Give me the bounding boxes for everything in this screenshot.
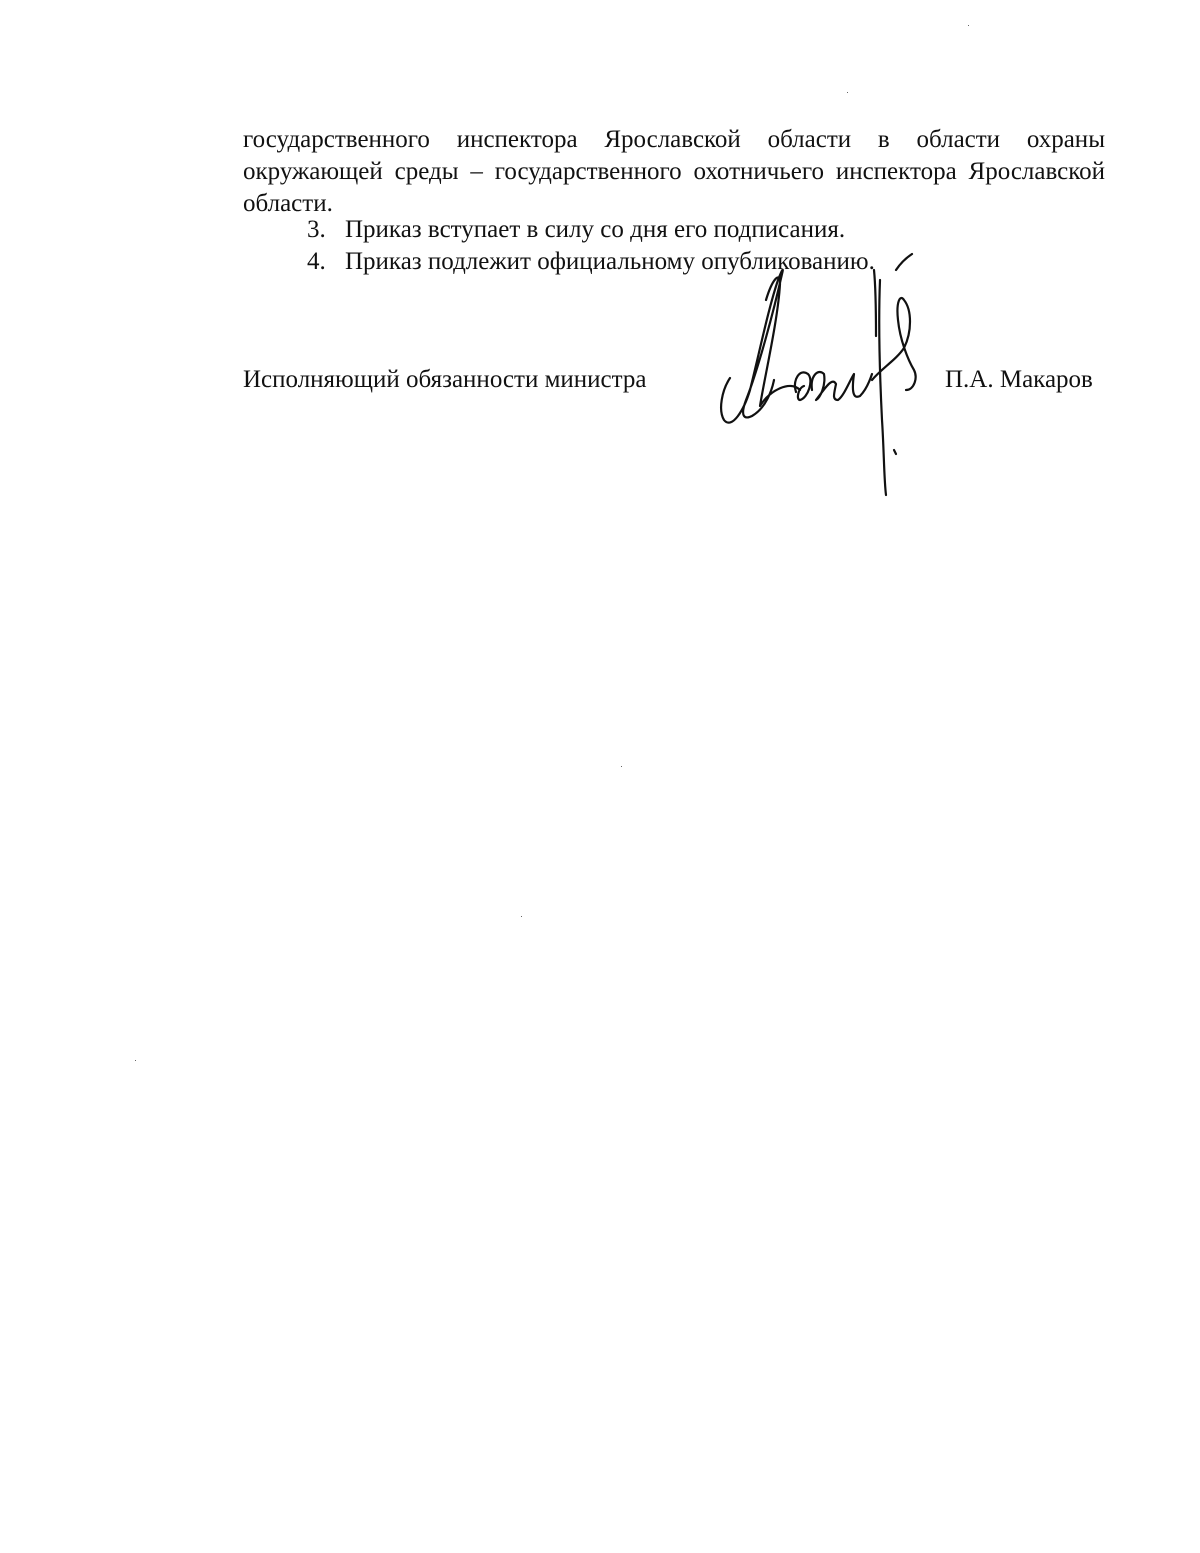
continuation-paragraph: государственного инспектора Ярославской области в области охраны окружающей среды – государственного охотничьего инспектора Ярославской области. (243, 126, 1105, 217)
list-item-text: Приказ вступает в силу со дня его подписания. (345, 216, 846, 243)
list-item-text: Приказ подлежит официальному опубликованию. (345, 248, 875, 275)
scan-speck (521, 916, 522, 917)
scan-speck (621, 766, 622, 767)
scan-speck (135, 1060, 136, 1061)
scan-speck (847, 92, 848, 93)
handwritten-signature-icon (700, 240, 940, 510)
position-title: Исполняющий обязанности министра (243, 366, 647, 393)
list-item-number: 3. (307, 216, 326, 243)
scan-speck (968, 25, 969, 26)
signer-name: П.А. Макаров (945, 366, 1093, 393)
list-item-number: 4. (307, 248, 326, 275)
